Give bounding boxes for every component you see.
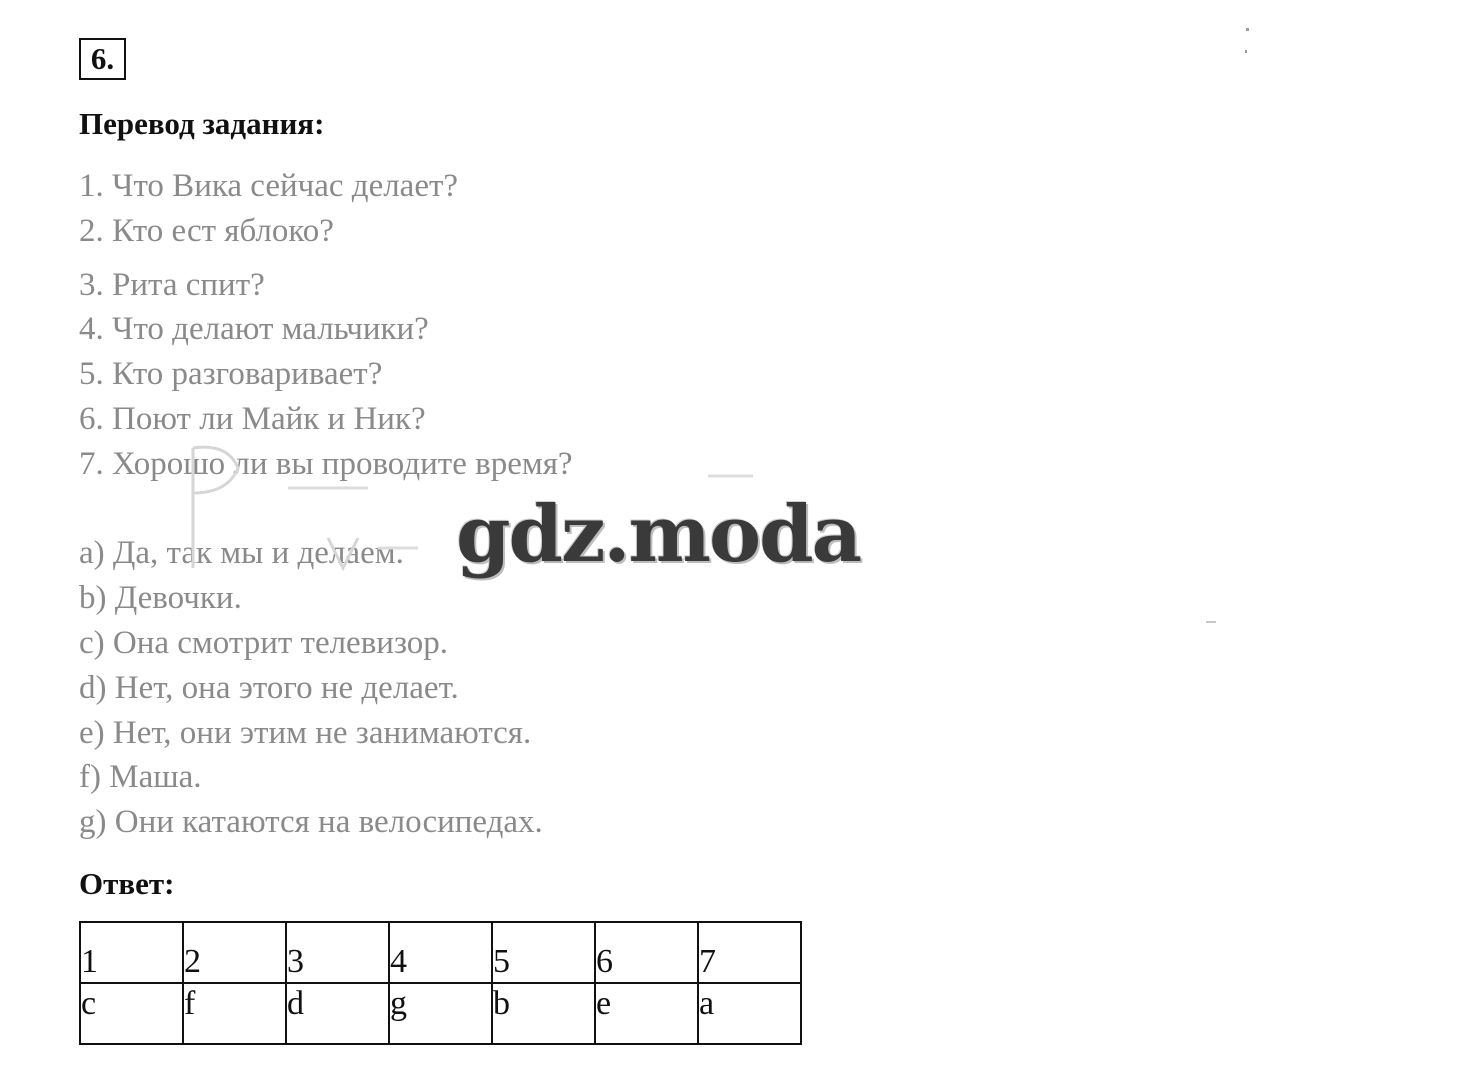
answer-option-line: e) Нет, они этим не занимаются. xyxy=(79,715,532,751)
answer-cell-letter: d xyxy=(286,983,389,1044)
answer-cell-letter: e xyxy=(595,983,698,1044)
answer-table-numbers-row xyxy=(80,922,801,983)
answer-cell-number: 3 xyxy=(286,922,389,983)
question-line: 6. Поют ли Майк и Ник? xyxy=(79,401,426,437)
answer-cell-number: 7 xyxy=(698,922,801,983)
answer-cell-letter: a xyxy=(698,983,801,1044)
answer-cell-letter: c xyxy=(80,983,183,1044)
answer-option-line: f) Маша. xyxy=(79,759,202,795)
task-number: 6. xyxy=(79,38,126,80)
question-line: 5. Кто разговаривает? xyxy=(79,356,383,392)
answer-cell-number: 5 xyxy=(492,922,595,983)
scan-speck xyxy=(1246,28,1249,31)
question-line: 4. Что делают мальчики? xyxy=(79,311,429,347)
answer-option-line: g) Они катаются на велосипедах. xyxy=(79,804,543,840)
translation-heading: Перевод задания: xyxy=(79,106,325,141)
answer-option-line: c) Она смотрит телевизор. xyxy=(79,625,449,661)
question-line: 7. Хорошо ли вы проводите время? xyxy=(79,446,573,482)
answer-option-line: b) Девочки. xyxy=(79,580,242,616)
answer-cell-number: 1 xyxy=(80,922,183,983)
answer-cell-number: 2 xyxy=(183,922,286,983)
question-line: 2. Кто ест яблоко? xyxy=(79,213,334,249)
answer-heading: Ответ: xyxy=(79,866,175,901)
answer-cell-letter: g xyxy=(389,983,492,1044)
answer-cell-number: 4 xyxy=(389,922,492,983)
watermark: gdz.moda xyxy=(456,489,861,580)
answer-option-line: d) Нет, она этого не делает. xyxy=(79,670,459,706)
answer-cell-letter: f xyxy=(183,983,286,1044)
question-line: 3. Рита спит? xyxy=(79,267,265,303)
answer-cell-letter: b xyxy=(492,983,595,1044)
answer-option-line: a) Да, так мы и делаем. xyxy=(79,535,404,571)
scan-speck xyxy=(1245,50,1247,53)
answer-table-letters-row xyxy=(80,983,801,1044)
answer-table xyxy=(79,921,802,1045)
scan-speck xyxy=(1206,621,1216,623)
question-line: 1. Что Вика сейчас делает? xyxy=(79,168,459,204)
answer-cell-number: 6 xyxy=(595,922,698,983)
